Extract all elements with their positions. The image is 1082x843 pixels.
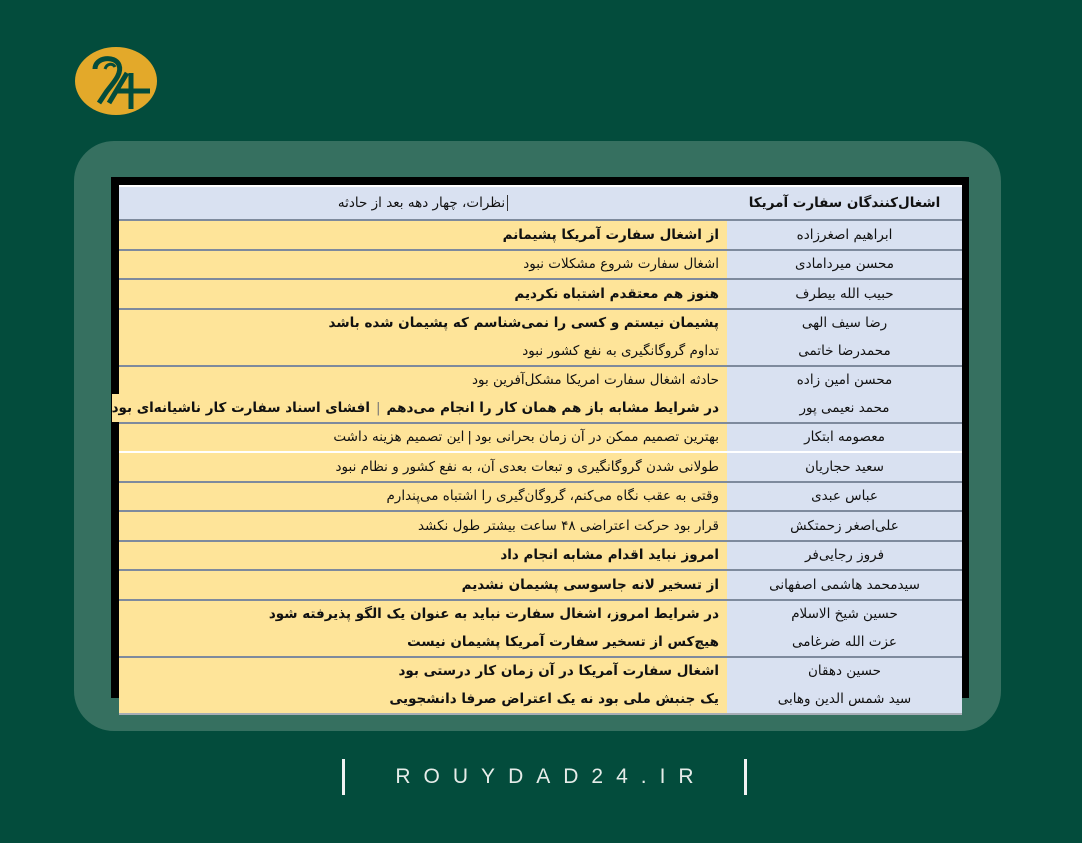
- table-group: [119, 569, 962, 599]
- person-name: ابراهیم اصغرزاده: [727, 221, 962, 249]
- table-row: [119, 251, 962, 279]
- table-header-row: [119, 187, 962, 219]
- table-row: [119, 453, 962, 481]
- table-row: [119, 337, 962, 365]
- table-group: [119, 451, 962, 481]
- person-view: قرار بود حرکت اعتراضی ۴۸ ساعت بیشتر طول نکشد: [119, 512, 727, 540]
- table-group: [119, 510, 962, 540]
- header-opinions-label: نظرات، چهار دهه بعد از حادثه: [338, 195, 508, 211]
- person-name: محمدرضا خاتمی: [727, 337, 962, 365]
- person-name: سید شمس الدین وهابی: [727, 685, 962, 713]
- logo-24-icon: [75, 47, 157, 115]
- table-row: [119, 628, 962, 656]
- person-view: [119, 424, 727, 452]
- table-row: [119, 601, 962, 629]
- header-opinions: [119, 187, 727, 219]
- person-name: محسن میردامادی: [727, 251, 962, 279]
- table-group: [119, 656, 962, 713]
- table-row: [119, 310, 962, 338]
- footer-brand: [342, 759, 747, 795]
- header-occupiers: اشغال‌کنندگان سفارت آمریکا: [727, 187, 962, 219]
- table-frame: [111, 177, 969, 707]
- opinions-table: [111, 185, 962, 707]
- table-group: [119, 278, 962, 308]
- table-row: [119, 685, 962, 713]
- person-name: عباس عبدی: [727, 483, 962, 511]
- table-group: [119, 540, 962, 570]
- table-group: [119, 249, 962, 279]
- person-view: حادثه اشغال سفارت امریکا مشکل‌آفرین بود: [119, 367, 727, 395]
- person-name: سعید حجاریان: [727, 453, 962, 481]
- rouydad24-logo: [75, 47, 157, 115]
- person-view: در شرایط امروز، اشغال سفارت نباید به عنوان یک الگو پذیرفته شود: [119, 601, 727, 629]
- table-row: [119, 512, 962, 540]
- table-row: [119, 658, 962, 686]
- person-name: علی‌اصغر زحمتکش: [727, 512, 962, 540]
- person-view: امروز نباید اقدام مشابه انجام داد: [119, 542, 727, 570]
- table-group: [119, 422, 962, 452]
- person-name: معصومه ابتکار: [727, 424, 962, 452]
- person-view: طولانی شدن گروگانگیری و تبعات بعدی آن، به نفع کشور و نظام نبود: [119, 453, 727, 481]
- table-group: [119, 219, 962, 249]
- person-view: یک جنبش ملی بود نه یک اعتراض صرفا دانشجویی: [119, 685, 727, 713]
- separator: |: [467, 429, 472, 446]
- person-name: عزت الله ضرغامی: [727, 628, 962, 656]
- person-name: محمد نعیمی پور: [727, 394, 962, 422]
- person-view: هیچ‌کس از تسخیر سفارت آمریکا پشیمان نیست: [119, 628, 727, 656]
- table-group: [119, 599, 962, 656]
- table-row: [119, 424, 962, 452]
- person-name: سیدمحمد هاشمی اصفهانی: [727, 571, 962, 599]
- table-group: [119, 308, 962, 365]
- table-row: [119, 221, 962, 249]
- table-bottom-border: [119, 713, 962, 715]
- footer-url: ROUYDAD24.IR: [395, 765, 707, 788]
- table-row: [111, 394, 962, 422]
- person-view: [112, 394, 727, 422]
- person-view: از اشغال سفارت آمریکا پشیمانم: [119, 221, 727, 249]
- table-row: [119, 542, 962, 570]
- person-view-secondary: این تصمیم هزینه داشت: [333, 429, 465, 446]
- person-view: وقتی به عقب نگاه می‌کنم، گروگان‌گیری را اشتباه می‌پندارم: [119, 483, 727, 511]
- person-view: از تسخیر لانه جاسوسی پشیمان نشدیم: [119, 571, 727, 599]
- person-name: حسین شیخ الاسلام: [727, 601, 962, 629]
- person-name: حسین دهقان: [727, 658, 962, 686]
- table-group: [111, 365, 962, 422]
- table-row: [119, 571, 962, 599]
- person-view: هنوز هم معتقدم اشتباه نکردیم: [119, 280, 727, 308]
- table-row: [119, 367, 962, 395]
- person-view: اشغال سفارت شروع مشکلات نبود: [119, 251, 727, 279]
- table-row: [119, 280, 962, 308]
- separator: |: [375, 399, 381, 416]
- person-view-primary: بهترین تصمیم ممکن در آن زمان بحرانی بود: [474, 429, 719, 446]
- person-view-primary: در شرایط مشابه باز هم همان کار را انجام می‌دهم: [386, 399, 719, 416]
- person-view-secondary: افشای اسناد سفارت کار ناشیانه‌ای بود: [111, 399, 370, 416]
- person-name: حبیب الله بیطرف: [727, 280, 962, 308]
- person-name: فروز رجایی‌فر: [727, 542, 962, 570]
- person-name: محسن امین زاده: [727, 367, 962, 395]
- person-name: رضا سیف الهی: [727, 310, 962, 338]
- table-row: [119, 483, 962, 511]
- person-view: تداوم گروگانگیری به نفع کشور نبود: [119, 337, 727, 365]
- table-group: [119, 481, 962, 511]
- person-view: اشغال سفارت آمریکا در آن زمان کار درستی بود: [119, 658, 727, 686]
- person-view: پشیمان نیستم و کسی را نمی‌شناسم که پشیمان شده باشد: [119, 310, 727, 338]
